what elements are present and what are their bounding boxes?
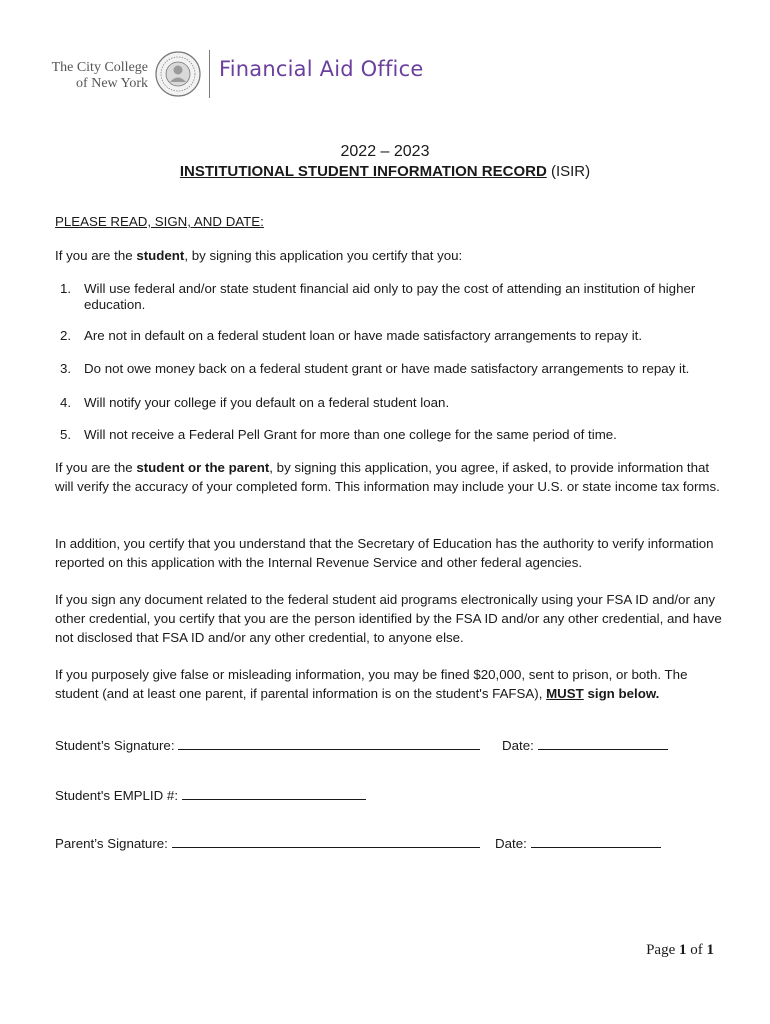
parent-paragraph-bold: student or the parent xyxy=(136,460,270,475)
list-item-number: 4. xyxy=(60,395,72,410)
parent-paragraph-pre: If you are the xyxy=(55,460,137,475)
document-title-suffix: (ISIR) xyxy=(546,163,591,180)
parent-signature-field xyxy=(55,835,480,852)
student-date-label: Date: xyxy=(502,738,534,753)
office-name: Financial Aid Office xyxy=(219,57,424,81)
page-total: 1 xyxy=(706,942,714,958)
college-wordmark xyxy=(40,60,148,92)
student-signature-field xyxy=(55,737,480,754)
emplid-field xyxy=(55,787,366,804)
college-seal-icon xyxy=(155,51,201,97)
parent-date-label: Date: xyxy=(495,836,527,851)
student-signature-label: Student’s Signature: xyxy=(55,738,175,753)
must-emphasis: MUST xyxy=(546,686,584,701)
fsa-paragraph: If you sign any document related to the federal student aid programs electronically using your FSA ID and/or any other credential, you certify that you are the person identified by the FSA ID and/or any other credential, and have not disclosed that FSA ID and/or any other credential, to anyone else. xyxy=(55,592,722,645)
student-intro-bold: student xyxy=(136,248,185,263)
penalty-paragraph xyxy=(55,665,723,703)
list-item-number: 5. xyxy=(60,427,72,442)
document-title-main: INSTITUTIONAL STUDENT INFORMATION RECORD xyxy=(179,163,547,180)
instruction-heading: PLEASE READ, SIGN, AND DATE: xyxy=(55,214,264,229)
academic-year: 2022 – 2023 xyxy=(340,143,430,160)
parent-signature-label: Parent’s Signature: xyxy=(55,836,168,851)
list-item-text: Will not receive a Federal Pell Grant for more than one college for the same period of time. xyxy=(84,427,617,442)
list-item-text: Are not in default on a federal student loan or have made satisfactory arrangements to repay it. xyxy=(84,328,643,343)
list-item-text: Will use federal and/or state student financial aid only to pay the cost of attending an institution of higher education. xyxy=(84,281,696,312)
list-item-number: 3. xyxy=(60,361,72,376)
college-name-line2: of New York xyxy=(76,76,148,91)
page-of: of xyxy=(686,942,707,958)
college-name-line1: The City College xyxy=(51,60,148,75)
page-number xyxy=(646,942,714,959)
list-item-number: 1. xyxy=(60,281,72,296)
parent-signature-line[interactable] xyxy=(172,835,480,848)
parent-paragraph-post: , by signing this application, you agree, if asked, to provide information that will verify the accuracy of your completed form. This information may include your U.S. or state income tax forms. xyxy=(55,460,720,494)
list-item-text: Do not owe money back on a federal student grant or have made satisfactory arrangements to repay it. xyxy=(84,361,690,376)
penalty-paragraph-pre: If you purposely give false or misleading information, you may be fined $20,000, sent to prison, or both. The student (and at least one parent, if parental information is on the student's FAFSA), xyxy=(55,667,688,701)
document-title xyxy=(0,163,770,180)
emplid-line[interactable] xyxy=(182,787,366,800)
parent-date-field xyxy=(495,835,661,852)
secretary-paragraph: In addition, you certify that you understand that the Secretary of Education has the authority to verify information reported on this application with the Internal Revenue Service and other federal agencies. xyxy=(55,536,714,570)
parent-paragraph xyxy=(55,458,723,496)
emplid-label: Student's EMPLID #: xyxy=(55,788,179,803)
page-current: 1 xyxy=(679,942,687,958)
student-date-field xyxy=(502,737,668,754)
student-intro xyxy=(55,246,723,265)
logo-divider xyxy=(209,50,210,98)
student-date-line[interactable] xyxy=(538,737,668,750)
list-item-number: 2. xyxy=(60,328,72,343)
student-intro-post: , by signing this application you certify that you: xyxy=(184,248,463,263)
penalty-paragraph-post: sign below. xyxy=(583,686,660,701)
parent-date-line[interactable] xyxy=(531,835,661,848)
page-label: Page xyxy=(646,942,679,958)
list-item-text: Will notify your college if you default on a federal student loan. xyxy=(84,395,450,410)
student-signature-line[interactable] xyxy=(178,737,480,750)
student-intro-pre: If you are the xyxy=(55,248,137,263)
